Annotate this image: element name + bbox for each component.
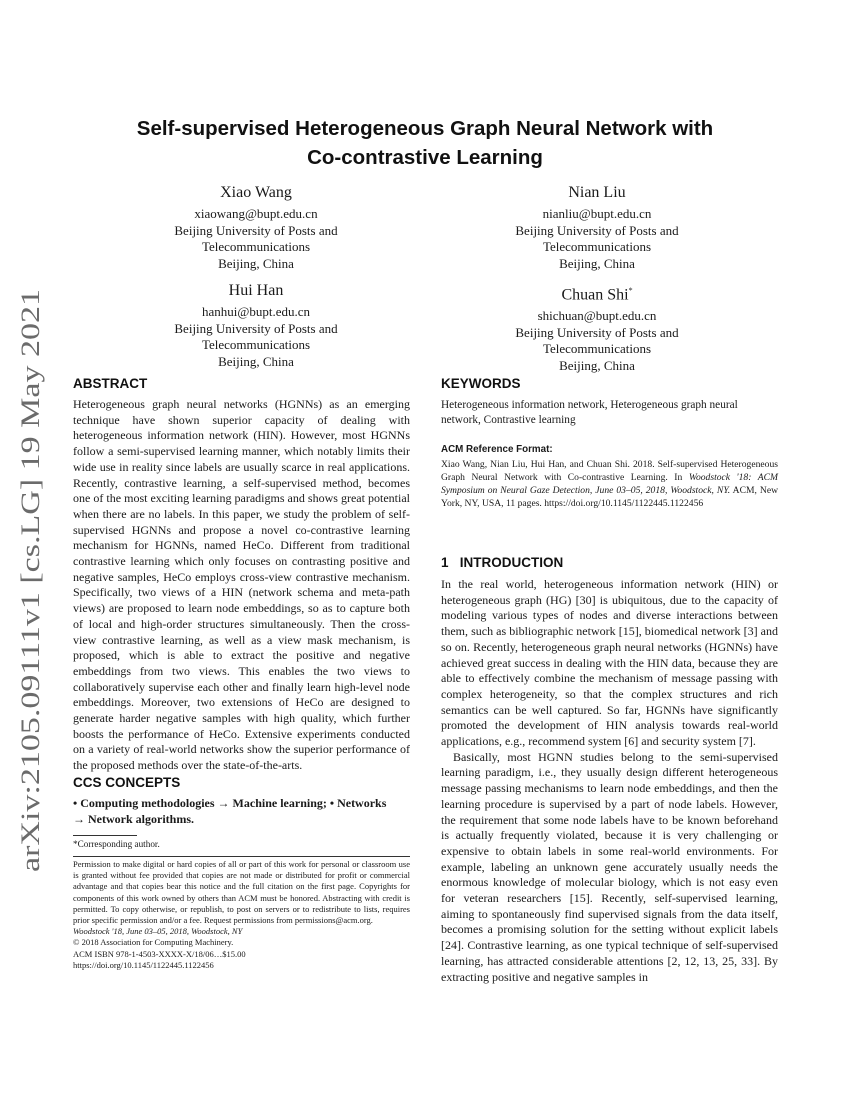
author-affiliation: Telecommunications bbox=[201, 337, 311, 352]
author-location: Beijing, China bbox=[559, 255, 635, 271]
keywords-section bbox=[441, 375, 778, 428]
intro-paragraph-2: Basically, most HGNN studies belong to the semi-supervised learning paradigm, i.e., they usually design different heterogeneous message passing mechanisms to learn node embeddings, and then the learning procedure is supervised by a part of node labels. However, the requirement that some node labels have to be known beforehand is actually frequently violated, because it is very challenging or expensive to obtain labels in some real-world environments. For example, labeling an unknown gene accurately usually needs the enormous knowledge of molecular biology, which is not easy even for veteran researchers [15]. Recently, self-supervised learning, aiming to spontaneously find supervised signals from the data itself, becomes a promising solution for the setting without explicit labels [24]. Contrastive learning, as one typical technique of self-supervised learning, has attracted considerable attentions [2, 12, 13, 25, 33]. By extracting positive and negative samples in bbox=[441, 749, 778, 984]
author-name bbox=[467, 281, 727, 305]
author-block-3 bbox=[126, 281, 386, 370]
author-location: Beijing, China bbox=[218, 353, 294, 369]
author-block-4 bbox=[467, 281, 727, 374]
author-email: hanhui@bupt.edu.cn bbox=[201, 304, 310, 319]
ccs-line-1: • Computing methodologies → Machine learning; • Networks bbox=[73, 796, 387, 810]
corresponding-mark: * bbox=[628, 286, 633, 295]
author-email: shichuan@bupt.edu.cn bbox=[537, 308, 657, 324]
author-email: nianliu@bupt.edu.cn bbox=[542, 206, 652, 221]
author-location: Beijing, China bbox=[559, 357, 635, 373]
ccs-heading: CCS CONCEPTS bbox=[73, 775, 181, 790]
arxiv-stamp bbox=[6, 287, 50, 872]
title-line-2: Co-contrastive Learning bbox=[307, 146, 543, 169]
acm-reference-italic: Woodstock '18: ACM Symposium on Neural Gaze Detection, June 03–05, 2018, Woodstock, NY. bbox=[441, 472, 778, 496]
ccs-section bbox=[73, 774, 410, 827]
keywords-text: Heterogeneous information network, Heterogeneous graph neural network, Contrastive learning bbox=[441, 399, 738, 426]
acm-reference-heading: ACM Reference Format: bbox=[441, 444, 553, 455]
introduction-heading: 1 INTRODUCTION bbox=[441, 555, 564, 570]
permission-divider bbox=[73, 856, 410, 857]
intro-paragraph-1: In the real world, heterogeneous information network (HIN) or heterogeneous graph (HG) [30] is ubiquitous, due to the capacity of modeling various types of nodes and diverse interactions between them, such as bibliographic network [15], biomedical network [3] and so on. Recently, heterogeneous graph neural networks (HGNNs) have achieved great success in dealing with the HIN data, because they are able to effectively combine the mechanism of message passing with complex heterogeneity, so that the complex structures and rich semantics can be well captured. So far, HGNNs have significantly promoted the development of HIN analysis towards real-world applications, e.g., recommend system [6] and security system [7]. bbox=[441, 577, 778, 749]
doi-line: https://doi.org/10.1145/1122445.1122456 bbox=[73, 959, 214, 970]
abstract-text: Heterogeneous graph neural networks (HGNNs) as an emerging technique have shown superior capacity of dealing with heterogeneous information network (HIN). However, most HGNNs follow a semi-supervised learning manner, which notably limits their wide use in reality since labels are usually scarce in real applications. Recently, contrastive learning, a self-supervised method, becomes one of the most exciting learning paradigms and shows great potential when there are no labels. In this paper, we study the problem of self-supervised HGNNs and propose a novel co-contrastive learning mechanism for HGNNs, named HeCo. Different from traditional contrastive learning which only focuses on contrasting positive and negative samples, HeCo employs cross-view contrastive mechanism. Specifically, two views of a HIN (network schema and meta-path views) are proposed to learn node embeddings, so as to capture both of local and high-order structures simultaneously. Then the cross-view contrastive learning, as well as a view mask mechanism, is proposed, which is able to extract the positive and negative embeddings from two views. This enables the two views to collaboratively supervise each other and finally learn high-level node embeddings. Moreover, two extensions of HeCo are designed to generate harder negative samples with high quality, which further boosts the performance of HeCo. Extensive experiments conducted on a variety of real-world networks show the superior performance of the proposed methods over the state-of-the-arts. bbox=[73, 397, 410, 773]
title-line-1: Self-supervised Heterogeneous Graph Neural Network with bbox=[136, 117, 714, 140]
footnote-divider bbox=[73, 835, 137, 836]
author-location: Beijing, China bbox=[218, 255, 294, 271]
acm-reference-text bbox=[441, 458, 778, 510]
footnote: *Corresponding author. bbox=[73, 839, 160, 849]
ccs-line-2: → Network algorithms. bbox=[73, 811, 194, 826]
abstract-heading: ABSTRACT bbox=[73, 376, 148, 391]
author-block-1 bbox=[126, 183, 386, 272]
isbn-line: ACM ISBN 978-1-4503-XXXX-X/18/06…$15.00 bbox=[73, 948, 246, 959]
author-affiliation: Telecommunications bbox=[201, 239, 311, 254]
acm-reference-section bbox=[441, 443, 778, 510]
author-affiliation: Telecommunications bbox=[542, 239, 652, 254]
author-email: xiaowang@bupt.edu.cn bbox=[194, 206, 318, 221]
introduction-section bbox=[441, 554, 778, 985]
author-block-2 bbox=[467, 183, 727, 272]
permission-text: Permission to make digital or hard copies of all or part of this work for personal or classroom use is granted without fee provided that copies are not made or distributed for profit or commercial advantage and that copies bear this notice and the full citation on the first page. Copyrights for components of this work owned by others than ACM must be honored. Abstracting with credit is permitted. To copy otherwise, or republish, to post on servers or to redistribute to lists, requires prior specific permission and/or a fee. Request permissions from permissions@acm.org. bbox=[73, 859, 410, 926]
abstract-section bbox=[73, 375, 410, 774]
permission-venue bbox=[73, 926, 410, 937]
author-name: Hui Han bbox=[228, 282, 284, 299]
venue-italic: Woodstock '18, June 03–05, 2018, Woodstock, NY bbox=[73, 926, 243, 937]
author-affiliation: Beijing University of Posts and bbox=[515, 222, 679, 238]
author-affiliation: Beijing University of Posts and bbox=[174, 222, 338, 238]
acm-reference-end: ACM, New York, NY, USA, 11 pages. https://doi.org/10.1145/1122445.1122456 bbox=[441, 485, 779, 509]
author-name: Xiao Wang bbox=[220, 184, 292, 201]
author-affiliation: Beijing University of Posts and bbox=[515, 324, 679, 340]
paper-title bbox=[70, 114, 780, 172]
arxiv-id-text: arXiv:2105.09111v1 [cs.LG] 19 May 2021 bbox=[16, 426, 45, 872]
author-affiliation: Telecommunications bbox=[542, 341, 652, 357]
keywords-heading: KEYWORDS bbox=[441, 376, 521, 391]
author-affiliation: Beijing University of Posts and bbox=[174, 320, 338, 336]
acm-reference-plain: Xiao Wang, Nian Liu, Hui Han, and Chuan Shi. 2018. Self-supervised Heterogeneous Graph Neural Network with Co-contrastive Learning. In bbox=[441, 459, 778, 483]
copyright-line: © 2018 Association for Computing Machinery. bbox=[73, 937, 234, 948]
permission-block bbox=[73, 859, 410, 971]
author-name-text: Chuan Shi bbox=[561, 286, 629, 304]
author-name: Nian Liu bbox=[568, 184, 626, 201]
